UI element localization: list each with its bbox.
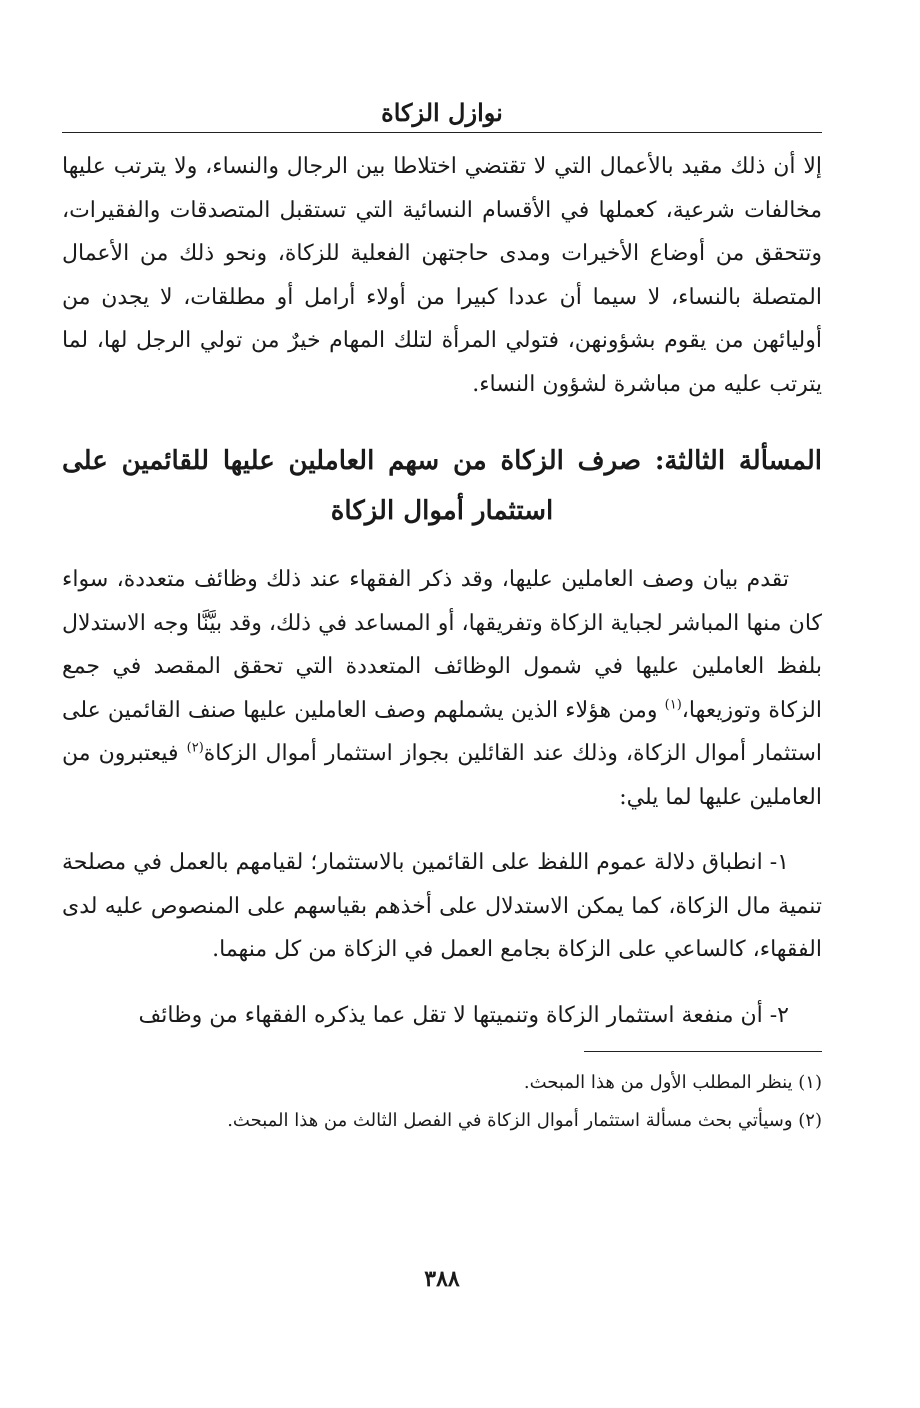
paragraph-2-part-c: فيعتبرون من العاملين عليها لما يلي:	[62, 741, 822, 810]
footnotes	[62, 1064, 822, 1140]
footnote-1: (١) ينظر المطلب الأول من هذا المبحث.	[523, 1072, 822, 1093]
footnote-ref-2[interactable]: (٢)	[186, 740, 204, 756]
paragraph-2	[62, 558, 822, 819]
section-heading: المسألة الثالثة: صرف الزكاة من سهم العاملين عليها للقائمين على استثمار أموال الزكاة	[62, 446, 822, 526]
footnote-ref-1[interactable]: (١)	[664, 697, 682, 713]
running-header-title: نوازل الزكاة	[381, 98, 503, 127]
point-2: ٢- أن منفعة استثمار الزكاة وتنميتها لا تقل عما يذكره الفقهاء من وظائف	[138, 1002, 789, 1028]
paragraph-2-part-a: تقدم بيان وصف العاملين عليها، وقد ذكر الفقهاء عند ذلك وظائف متعددة، سواء كان منها المباشر لجباية الزكاة وتفريقها، أو المساعد في ذلك، وقد بيَّنَّا وجه الاستدلال بلفظ العاملين عليها في شمول الوظائف المتعددة التي تحقق المقصد في جمع الزكاة وتوزيعها،	[62, 567, 822, 723]
point-1: ١- انطباق دلالة عموم اللفظ على القائمين بالاستثمار؛ لقيامهم بالعمل في مصلحة تنمية مال الزكاة، كما يمكن الاستدلال على أخذهم بقياسهم على المنصوص عليه لدى الفقهاء، كالساعي على الزكاة بجامع العمل في الزكاة من كل منهما.	[62, 850, 822, 962]
book-page	[62, 96, 822, 1316]
header-rule	[62, 132, 822, 133]
page-number: ٣٨٨	[424, 1266, 460, 1292]
footnote-rule	[584, 1051, 822, 1052]
footnote-2: (٢) وسيأتي بحث مسألة استثمار أموال الزكاة في الفصل الثالث من هذا المبحث.	[227, 1110, 822, 1131]
paragraph-2-part-b: ومن هؤلاء الذين يشملهم وصف العاملين عليها صنف القائمين على استثمار أموال الزكاة، وذلك عند القائلين بجواز استثمار أموال الزكاة	[62, 697, 823, 766]
paragraph-1: إلا أن ذلك مقيد بالأعمال التي لا تقتضي اختلاطا بين الرجال والنساء، ولا يترتب عليها مخالفات شرعية، كعملها في الأقسام النسائية التي تستقبل المتصدقات والفقيرات، وتتحقق من أوضاع الأخيرات ومدى حاجتهن الفعلية للزكاة، ونحو ذلك من الأعمال المتصلة بالنساء، لا سيما أن عددا كبيرا من أولاء أرامل أو مطلقات، لا يجدن من أوليائهن من يقوم بشؤونهن، فتولي المرأة لتلك المهام خيرٌ من تولي الرجل لها، لما يترتب عليه من مباشرة لشؤون النساء.	[62, 154, 822, 397]
